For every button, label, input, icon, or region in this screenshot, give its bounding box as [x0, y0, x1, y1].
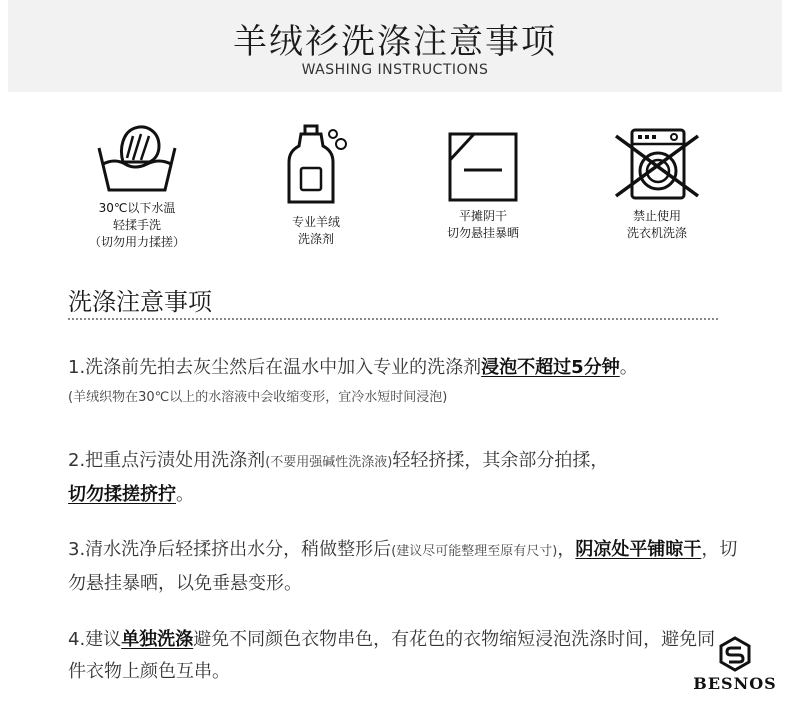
brand-logo: [690, 636, 780, 693]
no-machine-wash-icon: [612, 126, 702, 204]
instruction-1-note: (羊绒织物在30℃以上的水溶液中会收缩变形，宜冷水短时间浸泡): [68, 390, 448, 405]
instruction-text: 轻轻挤揉，其余部分拍揉，: [392, 450, 609, 471]
instruction-text: ，切勿悬挂暴晒，以免垂悬变形。: [68, 539, 738, 594]
instruction-4: [68, 624, 728, 688]
instruction-2: [68, 445, 738, 511]
care-caption-line: 切勿悬挂暴晒: [446, 226, 519, 240]
detergent-bottle-icon: [281, 122, 351, 206]
instruction-text: 。: [176, 484, 194, 505]
instruction-emphasis: 阴凉处平铺晾干: [575, 539, 702, 560]
instruction-text: 3.清水洗净后轻揉挤出水分，稍做整形后: [68, 539, 392, 560]
brand-name: BESNOS: [693, 674, 777, 693]
care-item-detergent: [241, 122, 391, 248]
instruction-text: 4.建议: [68, 629, 122, 650]
care-caption-line: 轻揉手洗: [112, 218, 161, 232]
section-title: 洗涤注意事项: [68, 288, 212, 316]
care-caption-line: 专业羊绒: [291, 215, 340, 229]
instruction-emphasis: 单独洗涤: [121, 629, 194, 650]
instruction-text: 2.把重点污渍处用洗涤剂: [68, 450, 266, 471]
care-item-hand-wash: [62, 118, 212, 251]
instruction-text: 1.洗涤前先拍去灰尘然后在温水中加入专业的洗涤剂: [68, 357, 482, 378]
instruction-aside: (不要用强碱性洗涤液): [265, 455, 393, 470]
care-item-dry-flat: [408, 130, 558, 242]
instruction-text: ，: [557, 539, 576, 560]
care-caption-line: 洗涤剂: [297, 232, 334, 246]
instruction-text: 避免不同颜色衣物串色，有花色的衣物缩短浸泡洗涤时间，避免同件衣物上颜色互串。: [68, 629, 716, 682]
page-title: 羊绒衫洗涤注意事项: [233, 22, 557, 62]
instruction-text: 。: [619, 357, 638, 378]
instruction-emphasis: 切勿揉搓挤拧: [68, 484, 176, 505]
care-caption-line: 平摊阴干: [458, 209, 507, 223]
care-caption-line: 30℃以下水温: [98, 201, 176, 215]
besnos-logo-icon: [717, 636, 753, 672]
header-banner: [8, 0, 782, 92]
instruction-3: [68, 534, 738, 600]
care-caption-line: （切勿用力揉搓）: [88, 235, 185, 249]
instruction-aside: (建议尽可能整理至原有尺寸): [391, 544, 558, 559]
instruction-1: [68, 352, 738, 384]
instruction-emphasis: 浸泡不超过5分钟: [481, 357, 620, 378]
dotted-divider: [68, 318, 718, 320]
dry-flat-icon: [446, 130, 520, 204]
care-caption-line: 洗衣机洗涤: [626, 226, 687, 240]
hand-wash-icon: [89, 118, 185, 200]
page-subtitle: WASHING INSTRUCTIONS: [301, 62, 489, 78]
care-caption-line: 禁止使用: [632, 209, 681, 223]
care-item-no-machine-wash: [582, 126, 732, 242]
